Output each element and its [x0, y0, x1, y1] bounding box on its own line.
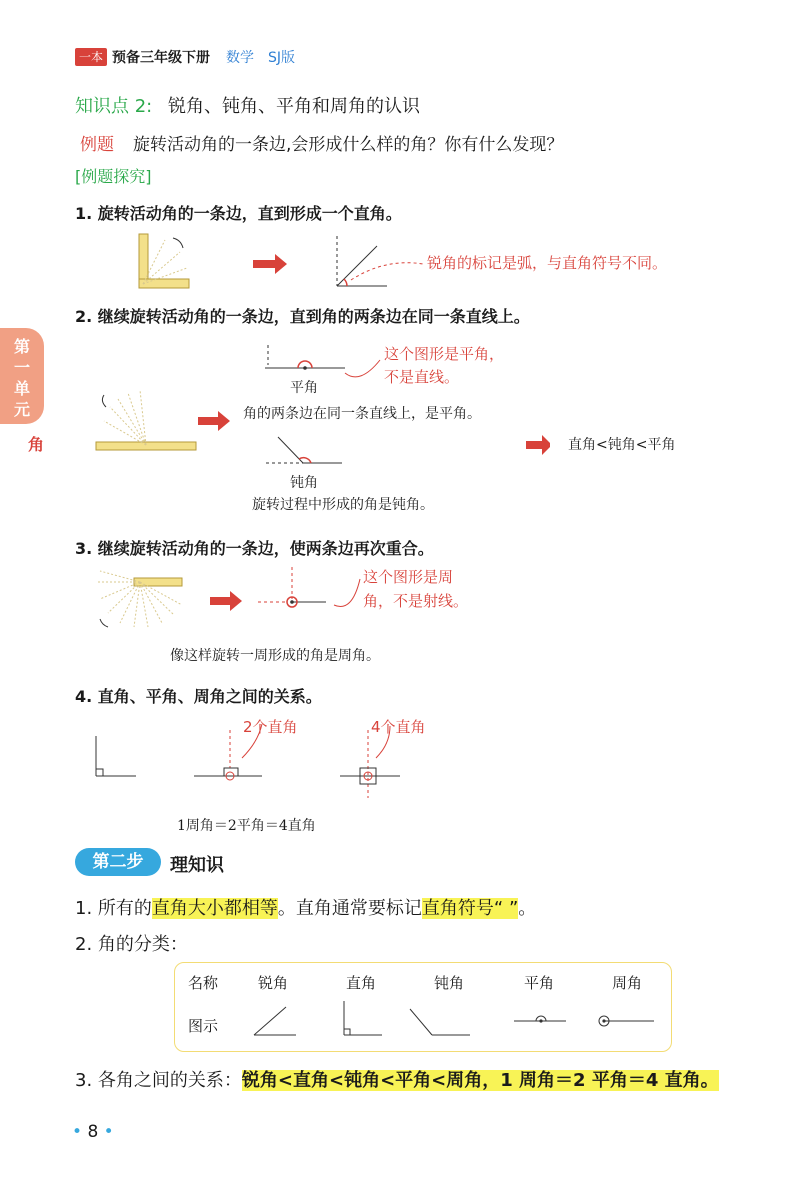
example-question: 旋转活动角的一条边,会形成什么样的角？你有什么发现？ [133, 135, 564, 155]
table-cell-name: 锐角 [258, 974, 289, 992]
rotation-arrow-icon [102, 395, 106, 407]
straight-angle-desc: 角的两条边在同一条直线上，是平角。 [243, 406, 481, 422]
point-1-highlight-2: 直角符号“ ” [421, 898, 519, 919]
point-3-text: 各角之间的关系： [97, 1070, 242, 1091]
step-1-text: 1. 旋转活动角的一条边，直到形成一个直角。 [75, 204, 402, 223]
step-2-text: 2. 继续旋转活动角的一条边，直到角的两条边在同一条直线上。 [75, 307, 530, 326]
angle-classification-figures [240, 995, 660, 1045]
callout-line [345, 360, 380, 377]
table-row-figure-label: 图示 [188, 1017, 219, 1035]
unit-side-tab-char: 一 [13, 358, 30, 377]
obtuse-angle-label: 钝角 [290, 475, 318, 491]
brand-logo: 一本 [75, 48, 107, 66]
step-1-note: 锐角的标记是弧，与直角符号不同。 [427, 254, 668, 272]
arrow-right-icon [198, 411, 230, 431]
unit-side-tab-char: 单 [13, 379, 30, 398]
point-3-highlight: 锐角<直角<钝角<平角<周角，1 周角＝2 平角＝4 直角。 [241, 1070, 719, 1091]
explore-label: [例题探究] [75, 167, 152, 186]
table-cell-name: 钝角 [434, 974, 465, 992]
table-cell-name: 直角 [346, 974, 377, 992]
step-two-title: 理知识 [170, 855, 224, 876]
arrow-right-icon [210, 591, 242, 611]
table-row-name-label: 名称 [188, 974, 219, 992]
callout-line [351, 263, 423, 280]
point-1-num: 1. [75, 898, 93, 919]
acute-arc-mark [344, 279, 347, 286]
table-cell-name: 平角 [524, 974, 555, 992]
acute-angle-arm [337, 246, 377, 286]
book-edition: SJ版 [268, 50, 296, 66]
angle-comparison: 直角<钝角<平角 [568, 437, 676, 453]
unit-topic: 角 [28, 435, 45, 454]
point-1-highlight-1: 直角大小都相等 [151, 898, 278, 919]
point-1-text-b: 。直角通常要标记 [277, 898, 422, 919]
arrow-right-icon [526, 435, 550, 455]
ruler-arm [134, 578, 182, 586]
step-3-note: 这个图形是周 [363, 568, 454, 586]
knowledge-point-title: 锐角、钝角、平角和周角的认识 [168, 96, 420, 117]
point-1 [75, 894, 536, 920]
point-3 [75, 1066, 719, 1092]
knowledge-point-label: 知识点 2: [75, 96, 153, 117]
page-number [72, 1122, 114, 1142]
point-1-text-c: 。 [518, 898, 537, 919]
step-two-pill: 第二步 [75, 848, 161, 876]
book-subject: 数学 [226, 50, 254, 66]
rotation-arrow-icon [173, 238, 183, 248]
bullet-dot-icon: • [103, 1122, 114, 1142]
obtuse-angle-desc: 旋转过程中形成的角是钝角。 [252, 497, 434, 513]
rotation-arrow-icon [100, 619, 108, 627]
four-right-angles-label: 4个直角 [371, 718, 426, 736]
rotation-trace [104, 390, 146, 445]
step-3-text: 3. 继续旋转活动角的一条边，使两条边再次重合。 [75, 539, 434, 558]
step-3-note-2: 角，不是射线。 [363, 592, 469, 610]
angle-equation: 1周角＝2平角＝4直角 [177, 818, 316, 834]
page-number-text: 8 [87, 1122, 99, 1142]
point-2: 2. 角的分类： [75, 934, 188, 955]
step-2-note: 这个图形是平角， [384, 345, 505, 363]
point-3-num: 3. [75, 1070, 93, 1091]
step-2-note-2: 不是直线。 [384, 368, 460, 386]
table-cell-name: 周角 [612, 974, 643, 992]
rotation-trace [143, 240, 187, 284]
arrow-right-icon [253, 254, 287, 274]
step-3-desc: 像这样旋转一周形成的角是周角。 [170, 648, 380, 664]
point-1-text-a: 所有的 [97, 898, 152, 919]
two-right-angles-label: 2个直角 [243, 718, 298, 736]
bullet-dot-icon: • [72, 1122, 83, 1142]
straight-angle-label: 平角 [290, 380, 318, 396]
callout-line [334, 579, 360, 607]
unit-side-tab-label [10, 336, 34, 420]
example-label: 例题 [80, 135, 114, 155]
step-4-text: 4. 直角、平角、周角之间的关系。 [75, 687, 322, 706]
book-title: 预备三年级下册 [112, 50, 210, 66]
right-angle-mark [96, 769, 103, 776]
unit-side-tab-char: 第 [13, 337, 30, 356]
unit-side-tab-char: 元 [13, 400, 30, 419]
